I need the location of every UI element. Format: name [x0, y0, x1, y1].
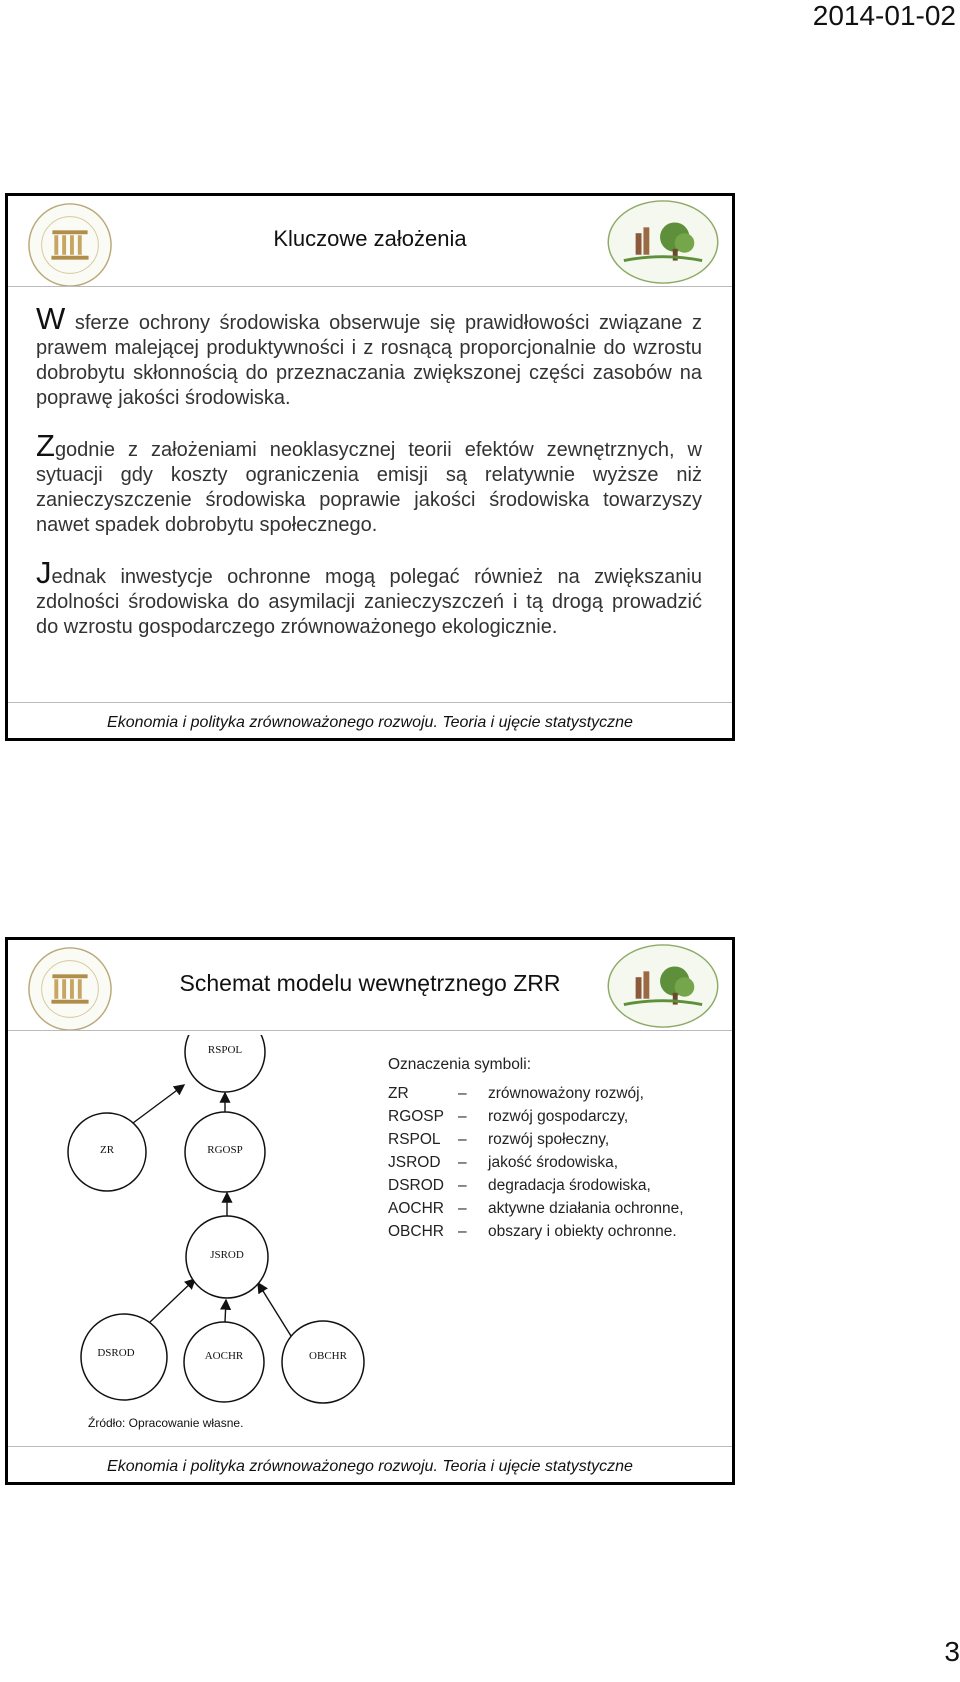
node-obchr-label: OBCHR [309, 1350, 347, 1362]
slide-header [8, 196, 732, 286]
slide-footer: Ekonomia i polityka zrównoważonego rozwoju. Teoria i ujęcie statystyczne [107, 1458, 633, 1475]
node-jsrod-label: JSROD [210, 1249, 244, 1261]
edge-aochr-jsrod [225, 1300, 226, 1322]
legend-meaning: zrównoważony rozwój, [488, 1084, 644, 1102]
drop-initial: W [36, 301, 66, 336]
legend-item [388, 1174, 684, 1197]
paragraph-text: ednak inwestycje ochronne mogą polegać również na zwiększaniu zdolności środowiska do asymilacji zanieczyszczeń i tą drogą prowadzić do wzrostu gospodarczego zrównoważonego ekologicznie. [36, 566, 702, 638]
conference-logo [604, 198, 722, 286]
edge-zr-rspol [129, 1085, 184, 1126]
legend-dash: – [458, 1222, 467, 1240]
legend-meaning: aktywne działania ochronne, [488, 1199, 684, 1217]
node-aochr-label: AOCHR [204, 1350, 244, 1362]
legend-symbol: DSROD [388, 1176, 444, 1194]
legend-item [388, 1151, 684, 1174]
legend-dash: – [458, 1130, 467, 1148]
legend-item [388, 1220, 684, 1243]
footer-divider [8, 702, 732, 703]
legend-dash: – [458, 1153, 467, 1171]
node-rgosp-label: RGOSP [207, 1144, 243, 1156]
paragraph-3 [36, 555, 702, 640]
legend-item [388, 1197, 684, 1220]
node-aochr [184, 1322, 264, 1402]
paragraph-text: godnie z założeniami neoklasycznej teorii efektów zewnętrznych, w sytuacji gdy koszty ograniczenia emisji są relatywnie wyższe niż zanieczyszczenie środowiska poprawie jakości środowiska towarzyszy nawet spadek dobrobytu społecznego. [36, 439, 702, 536]
slide-header [8, 940, 732, 1030]
legend-symbol: OBCHR [388, 1222, 444, 1240]
legend-title: Oznaczenia symboli: [388, 1056, 532, 1073]
legend-meaning: jakość środowiska, [488, 1153, 619, 1171]
legend-meaning: degradacja środowiska, [488, 1176, 651, 1194]
page-number: 3 [944, 1636, 960, 1667]
faculty-logo [26, 945, 114, 1033]
legend-symbol: RGOSP [388, 1107, 444, 1125]
node-zr-label: ZR [99, 1144, 115, 1156]
slide-title: Schemat modelu wewnętrznego ZRR [179, 970, 561, 996]
legend-item [388, 1082, 684, 1105]
legend-item [388, 1105, 684, 1128]
legend-meaning: rozwój gospodarczy, [488, 1107, 629, 1125]
legend-symbol: AOCHR [388, 1199, 444, 1217]
conference-logo [604, 942, 722, 1030]
faculty-logo [26, 201, 114, 289]
node-obchr [282, 1321, 364, 1403]
source-note: Źródło: Opracowanie własne. [88, 1416, 244, 1430]
legend-symbol: RSPOL [388, 1130, 441, 1148]
node-dsrod-label: DSROD [97, 1347, 135, 1359]
edge-dsrod-jsrod [150, 1279, 195, 1322]
slide-key-assumptions [5, 193, 735, 741]
page-date: 2014-01-02 [812, 0, 956, 31]
legend-dash: – [458, 1199, 467, 1217]
symbol-legend [388, 1056, 684, 1243]
legend-meaning: obszary i obiekty ochronne. [488, 1222, 677, 1240]
legend-item [388, 1128, 684, 1151]
paragraph-text: sferze ochrony środowiska obserwuje się prawidłowości związane z prawem malejącej produktywności i z rosnącą proporcjonalnie do wzrostu dobrobytu skłonnością do przeznaczania zwiększonej części zasobów na poprawę jakości środowiska. [36, 312, 702, 409]
paragraph-1 [36, 301, 702, 411]
node-rspol-label: RSPOL [207, 1044, 243, 1056]
slide-title: Kluczowe założenia [273, 226, 467, 251]
legend-symbol: ZR [388, 1084, 409, 1102]
slide-model-diagram [5, 937, 735, 1485]
legend-symbol: JSROD [388, 1153, 441, 1171]
header-divider [8, 286, 732, 287]
paragraph-2 [36, 428, 702, 538]
footer-divider [8, 1446, 732, 1447]
legend-dash: – [458, 1176, 467, 1194]
edge-obchr-jsrod [258, 1283, 291, 1336]
legend-dash: – [458, 1084, 467, 1102]
slide-body [36, 301, 702, 662]
drop-initial: J [36, 555, 52, 590]
slide-footer: Ekonomia i polityka zrównoważonego rozwoju. Teoria i ujęcie statystyczne [107, 714, 633, 731]
header-divider [8, 1030, 732, 1031]
drop-initial: Z [36, 428, 55, 463]
legend-dash: – [458, 1107, 467, 1125]
legend-meaning: rozwój społeczny, [488, 1130, 610, 1148]
